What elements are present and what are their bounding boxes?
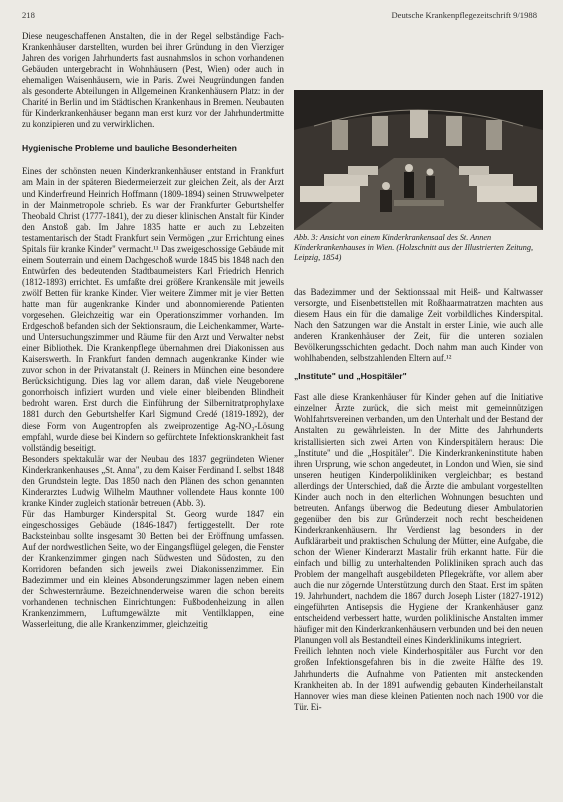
body-paragraph: Freilich lehnten noch viele Kinderhospitäler aus Furcht vor den großen Infektionsgefahren bis in die zweite Hälfte des 19. Jahrhunderts die Aufnahme von Patienten mit ansteckenden Krankheiten ab. In der 1891 aufwendig gebauten Kinderheilanstalt Hannover wies man diese kleinen Patienten noch nach 1900 vor die Tür. Ei- bbox=[294, 646, 543, 712]
intro-paragraph: das Badezimmer und der Sektionssaal mit Heiß- und Kaltwasser versorgte, und Eisenbettstellen mit Roßhaarmatratzen machten aus diesem Haus ein für die damalige Zeit vorbildliches Kinderspital. Nach den Satzungen war die Anstalt in erster Linie, wie auch alle anderen Krankenhäuser der Zeit, für die unteren sozialen Bevölkerungsschichten gedacht. Doch nahm man auch Kinder von wohlhabenden, selbstzahlenden Eltern auf.¹² bbox=[294, 287, 543, 364]
journal-title: Deutsche Krankenpflegezeitschrift 9/1988 bbox=[391, 10, 537, 20]
hospital-ward-illustration bbox=[294, 90, 543, 230]
section-heading: Hygienische Probleme und bauliche Besonderheiten bbox=[22, 143, 237, 154]
figure-caption: Abb. 3: Ansicht von einem Kinderkrankensaal des St. Annen Kinderkrankenhauses in Wien. (Holzschnitt aus der Illustrierten Zeitung, Leipzig, 1854) bbox=[294, 233, 534, 263]
body-paragraph: Eines der schönsten neuen Kinderkrankenhäuser entstand in Frankfurt am Main in der späteren Biedermeierzeit zur gleichen Zeit, als der Arzt und Kinderfreund Heinrich Hoffmann (1809-1894) seinen Struwwelpeter in der Mainmetropole schrieb. Es war der Frankfurter Geburtshelfer Theobald Christ (1777-1841), der zu dieser klinischen Anstalt für Kinder den Anstoß gab. Im Jahre 1835 hatte er auch zu Lebzeiten testamentarisch der Stadt Frankfurt sein Vermögen „zur Errichtung eines Spitals für kranke Kinder" vermacht.¹¹ Das zweigeschossige Gebäude mit einem Souterrain und einem Dachgeschoß wurde 1845 bis 1848 nach den Entwürfen des bedeutenden Stadtbaumeisters Karl Friedrich Henrich (1812-1893) errichtet. Es umfaßte drei größere Krankensäle mit jeweils zwölf Betten für kranke Kinder. Vier weitere Zimmer mit je vier Betten hatte man für augenkranke Kinder und abonnomierende Patienten vorgesehen. Gleichzeitig war ein Operationszimmer vorhanden. Im Erdgeschoß befanden sich der Sektionsraum, die Leichenkammer, Warte- und Untersuchungszimmer und Räume für den Arzt und Verwalter nebst einer Bibliothek. Die Krankenpflege übernahmen drei Diakonissen aus Kaiserswerth. In Frankfurt fanden demnach augenkranke Kinder wie zuvor schon in der Privatanstalt (J. Reiners in München eine besondere Berücksichtigung. Dies lag vor allem daran, daß viele Neugeborene gonorrhoisch infiziert wurden und viele einer bleibenden Blindheit bedroht waren. Erst durch die Einführung der Silbernitratprophylaxe 1881 durch den Geburtshelfer Karl Sigmund Credé (1819-1892), der diese Form von Augentropfen als zweiprozentige Ag-NO₃-Lösung empfahl, wurde diese bei Kindern so gefürchtete Infektionskrankheit fast vollständig beseitigt. bbox=[22, 166, 284, 453]
body-paragraph: Besonders spektakulär war der Neubau des 1837 gegründeten Wiener Kinderkrankenhauses „St. Anna", zu dem Kaiser Ferdinand I. selbst 1848 den Grundstein legte. Das 1850 nach den Plänen des schon genannten Kinderarztes Ludwig Wilhelm Mauthner vollendete Haus konnte 100 kranke Kinder zugleich stationär betreuen (Abb. 3). bbox=[22, 453, 284, 508]
section-heading: „Institute" und „Hospitäler" bbox=[294, 371, 407, 382]
left-column bbox=[22, 31, 284, 799]
body-paragraph: Für das Hamburger Kinderspital St. Georg wurde 1847 ein eingeschossiges Gebäude (1846-1847) fertiggestellt. Der rote Backsteinbau sollte insgesamt 30 Betten bei der Eröffnung umfassen. Auf der nordwestlichen Seite, wo der Eingangsflügel gelegen, die Fenster der Krankenzimmer gingen nach Südwesten und Südosten, zu den Korridoren befanden sich jeweils zwei Diakonissenzimmer. Ein Badezimmer und ein kleines Absonderungszimmer lagen neben einem der Schwesternräume. Bezeichnenderweise waren die schon bereits vorhandenen technischen Einrichtungen: Fußbodenheizung in allen Krankenzimmern, Luftumgewälzte mit Ventilklappen, eine Wasserleitung, die alle Krankenzimmer, gleichzeitig bbox=[22, 508, 284, 630]
running-header bbox=[22, 10, 537, 22]
intro-paragraph: Diese neugeschaffenen Anstalten, die in der Regel selbständige Fach-Krankenhäuser darstellten, wurden bei ihrer Gründung in den Vierziger Jahren des vorigen Jahrhunderts fast ausnahmslos in schon vorhandenen Gebäuden untergebracht in Wohnhäusern (Pest, Wien) oder auch in ehemaligen Waisenhäusern, wie in Paris. Zwei Neugründungen fanden als gesonderte Abteilungen in Allgemeinen Krankenhäusern Platz: in der Charité in Berlin und im Städtischen Krankenhaus in Bremen. Neubauten für Kinderkrankenhäuser begann man erst kurz vor der Jahrhundertmitte zu konzipieren und zu verwirklichen. bbox=[22, 31, 284, 130]
body-paragraph: Fast alle diese Krankenhäuser für Kinder gehen auf die Initiative einzelner Ärzte zurück, die sich meist mit gemeinnützigen Wohlfahrtsvereinen verbanden, um den Unterhalt und der Bestand der Anstalten zu gewährleisten. In der Mitte des Jahrhunderts kristallisierten sich zwei Arten von Kinderspitälern heraus: Die „Institute" und die „Hospitäler". Die Kinderkrankeninstitute haben ihren Ursprung, wie schon angedeutet, in London und Wien, sie sind unseren heutigen Kinderpolikliniken vergleichbar; es bestand allerdings der Unterschied, daß die Ärzte die ambulant vorgestellten Kinder auch noch in den elterlichen Wohnungen besuchten und betreuten. Anfangs überwog die Bedeutung dieser Ambulatorien gegenüber den bis zur Gründerzeit noch recht bescheidenen Kinderkrankenhäusern. Ihr Verdienst lag besonders in der Aufklärarbeit und praktischen Schulung der Mütter, eine Aufgabe, die schon der Wiener Kinderarzt Mastalir früh erkannt hatte. Für die einfach und billig zu unterhaltenden Polikliniken sprach auch das Problem der mangelhaft ausgebildeten Pflegekräfte, vor allem aber auch die nur zögernde Unterstützung durch den Staat. Erst im späten 19. Jahrhundert, nachdem die 1867 durch Joseph Lister (1827-1912) eingeführten Antisepsis die Hygiene der Krankenhäuser ganz entscheidend verbessert hatte, wurden poliklinische Anstalten immer häufiger mit den Kinderkrankenhäusern verbunden und bei den neuen Planungen voll als Bestandteil eines Kinderklinikums integriert. bbox=[294, 392, 543, 646]
page-number: 218 bbox=[22, 10, 35, 20]
right-column bbox=[294, 287, 543, 799]
